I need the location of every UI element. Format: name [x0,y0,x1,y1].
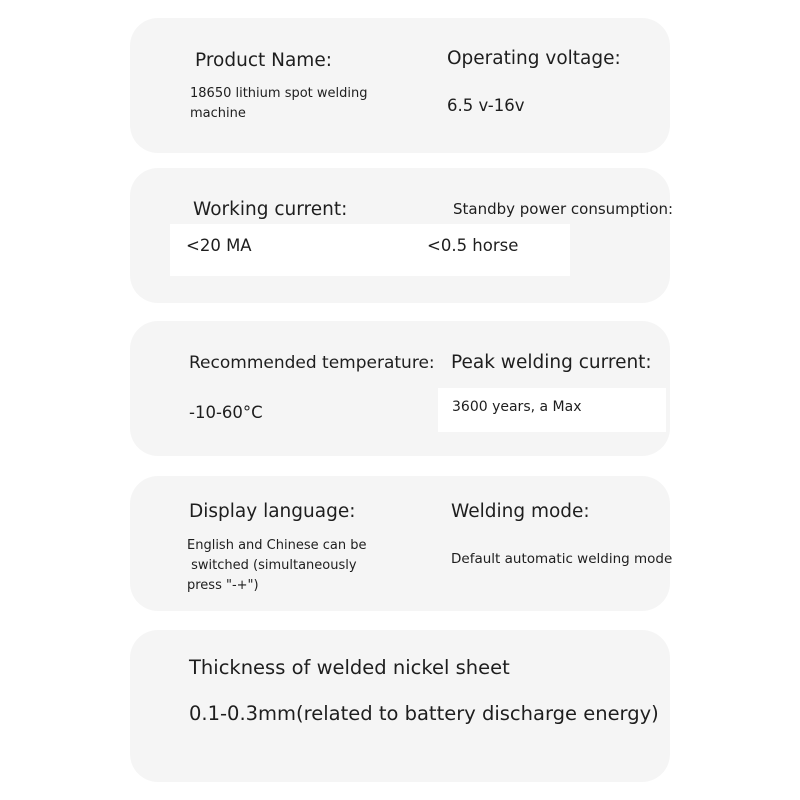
welding-mode-value: Default automatic welding mode [451,551,673,567]
nickel-sheet-thickness-value: 0.1-0.3mm(related to battery discharge energy) [189,702,659,725]
peak-welding-current-label: Peak welding current: [451,352,652,373]
nickel-sheet-thickness-label: Thickness of welded nickel sheet [189,656,510,679]
working-current-label: Working current: [193,199,348,220]
operating-voltage-label: Operating voltage: [447,48,621,69]
display-language-value-line-3: press "-+") [187,578,259,593]
operating-voltage-value: 6.5 v-16v [447,96,525,115]
display-language-value [187,536,407,596]
standby-power-label: Standby power consumption: [453,200,674,218]
working-current-value: <20 MA [186,236,252,255]
product-name-value-line-1: 18650 lithium spot welding [190,86,368,101]
display-language-label: Display language: [189,501,356,522]
display-language-value-line-1: English and Chinese can be [187,538,367,553]
recommended-temperature-value: -10-60°C [189,403,263,422]
standby-power-value: <0.5 horse [427,236,519,255]
product-name-value [190,84,390,124]
product-name-label: Product Name: [195,50,332,71]
product-name-value-line-2: machine [190,106,246,121]
display-language-value-line-2: switched (simultaneously [187,558,357,573]
recommended-temperature-label: Recommended temperature: [189,353,435,373]
peak-welding-current-value: 3600 years, a Max [452,399,582,415]
welding-mode-label: Welding mode: [451,501,590,522]
